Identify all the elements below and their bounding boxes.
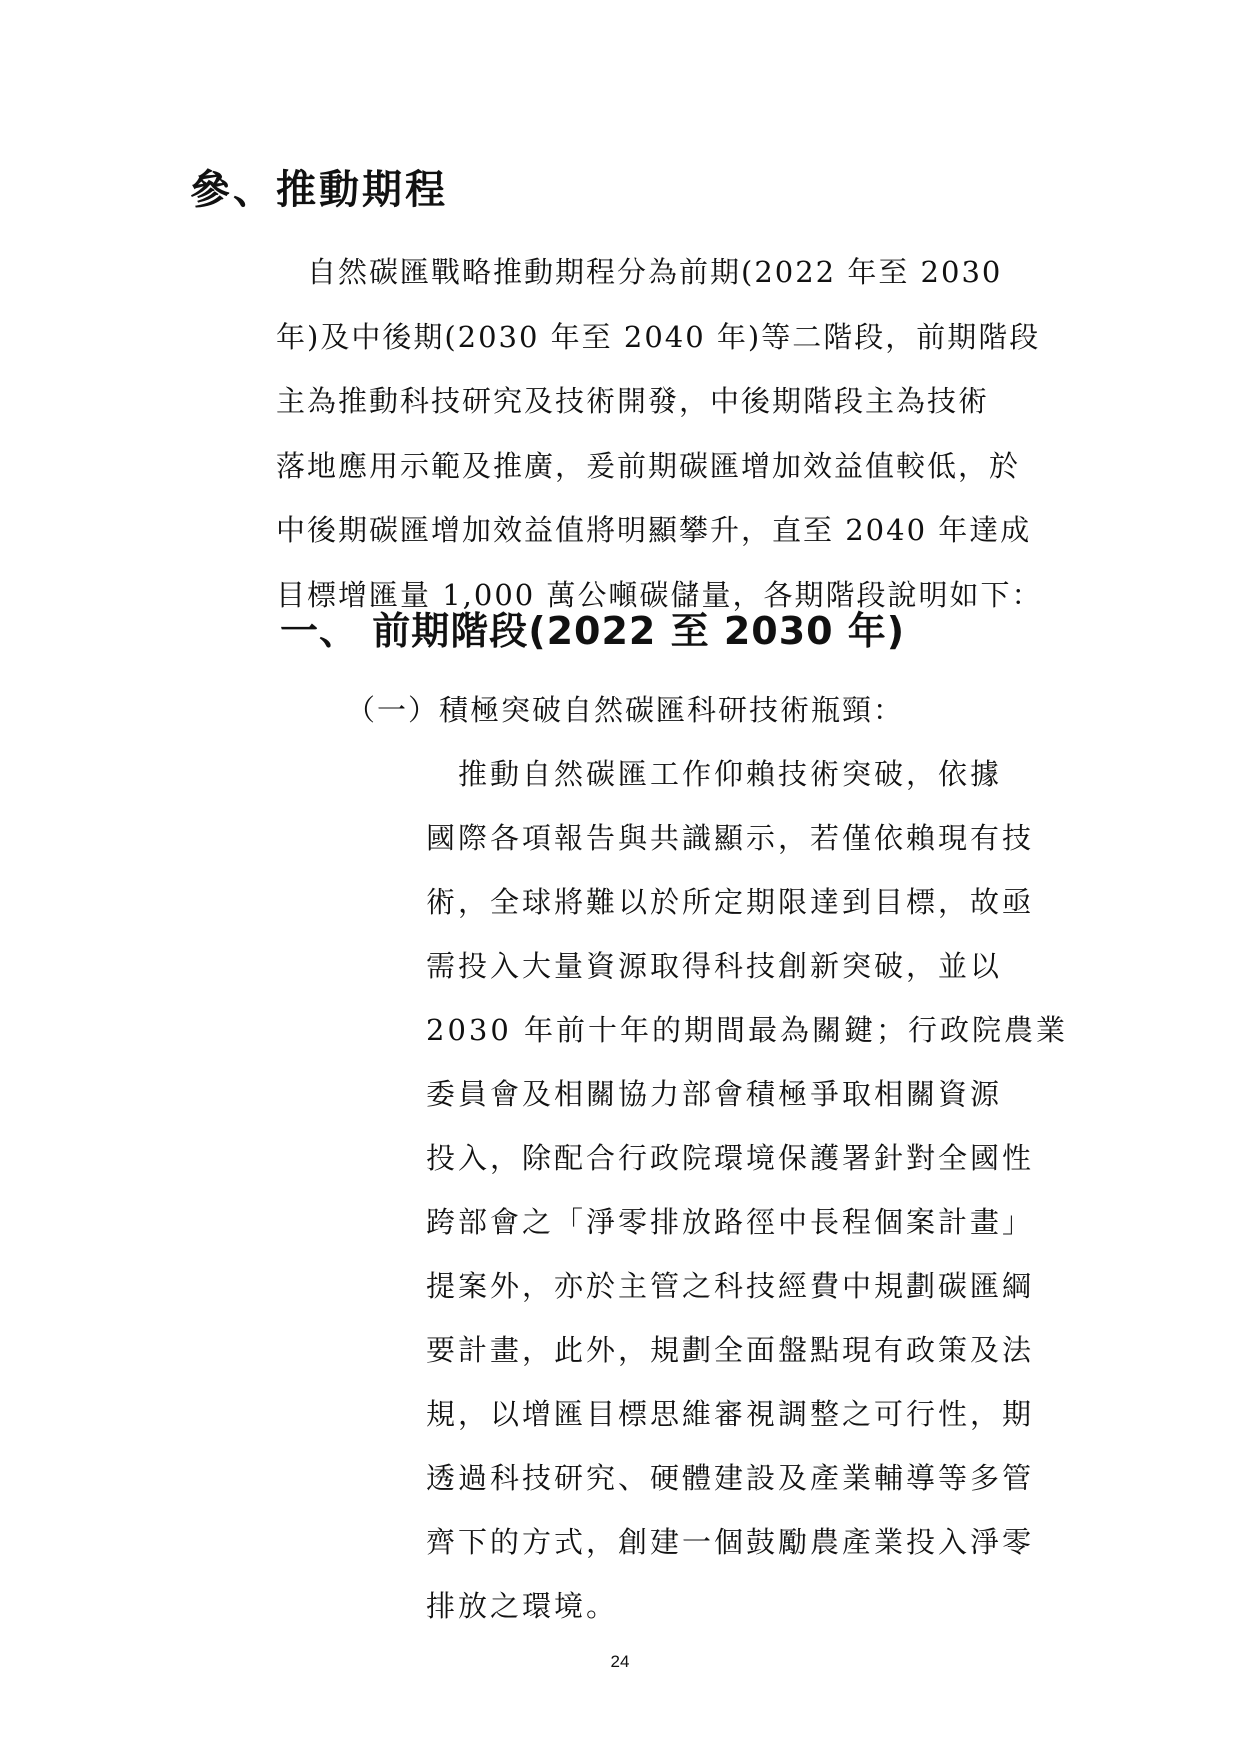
item-body-line: 提案外，亦於主管之科技經費中規劃碳匯綱 — [426, 1269, 1035, 1303]
section-heading: 參、推動期程 — [190, 167, 448, 213]
item-body-line: 排放之環境。 — [426, 1589, 619, 1623]
item-body-line: 需投入大量資源取得科技創新突破，並以 — [426, 949, 1003, 983]
intro-paragraph — [276, 240, 1046, 627]
intro-line: 自然碳匯戰略推動期程分為前期(2022 年至 2030 — [276, 255, 1003, 289]
item-body-line: 透過科技研究、硬體建設及產業輔導等多管 — [426, 1461, 1035, 1495]
intro-line: 目標增匯量 1,000 萬公噸碳儲量，各期階段說明如下： — [276, 577, 1043, 612]
item-body-paragraph — [426, 742, 1069, 1638]
item-body-line: 跨部會之「淨零排放路徑中長程個案計畫」 — [426, 1205, 1035, 1239]
item-body-line: 要計畫，此外，規劃全面盤點現有政策及法 — [426, 1333, 1035, 1367]
item-body-line: 國際各項報告與共識顯示，若僅依賴現有技 — [426, 821, 1035, 855]
page-number: 24 — [610, 1652, 630, 1671]
intro-line: 主為推動科技研究及技術開發，中後期階段主為技術 — [276, 384, 990, 418]
item-heading: （一）積極突破自然碳匯科研技術瓶頸： — [346, 693, 905, 727]
item-body-line: 規，以增匯目標思維審視調整之可行性，期 — [426, 1397, 1035, 1431]
intro-line: 年)及中後期(2030 年至 2040 年)等二階段，前期階段 — [276, 319, 1041, 354]
intro-line: 落地應用示範及推廣，爰前期碳匯增加效益值較低，於 — [276, 448, 1021, 483]
item-body-line: 推動自然碳匯工作仰賴技術突破，依據 — [426, 757, 1003, 791]
item-body-line: 2030 年前十年的期間最為關鍵；行政院農業 — [426, 1013, 1069, 1047]
intro-line: 中後期碳匯增加效益值將明顯攀升，直至 2040 年達成 — [276, 513, 1032, 547]
subsection-heading: 一、 前期階段(2022 至 2030 年) — [280, 609, 906, 653]
item-body-line: 投入，除配合行政院環境保護署針對全國性 — [426, 1141, 1035, 1175]
item-body-line: 委員會及相關協力部會積極爭取相關資源 — [426, 1077, 1003, 1111]
item-body-line: 術，全球將難以於所定期限達到目標，故亟 — [426, 885, 1035, 919]
item-body-line: 齊下的方式，創建一個鼓勵農產業投入淨零 — [426, 1525, 1035, 1559]
